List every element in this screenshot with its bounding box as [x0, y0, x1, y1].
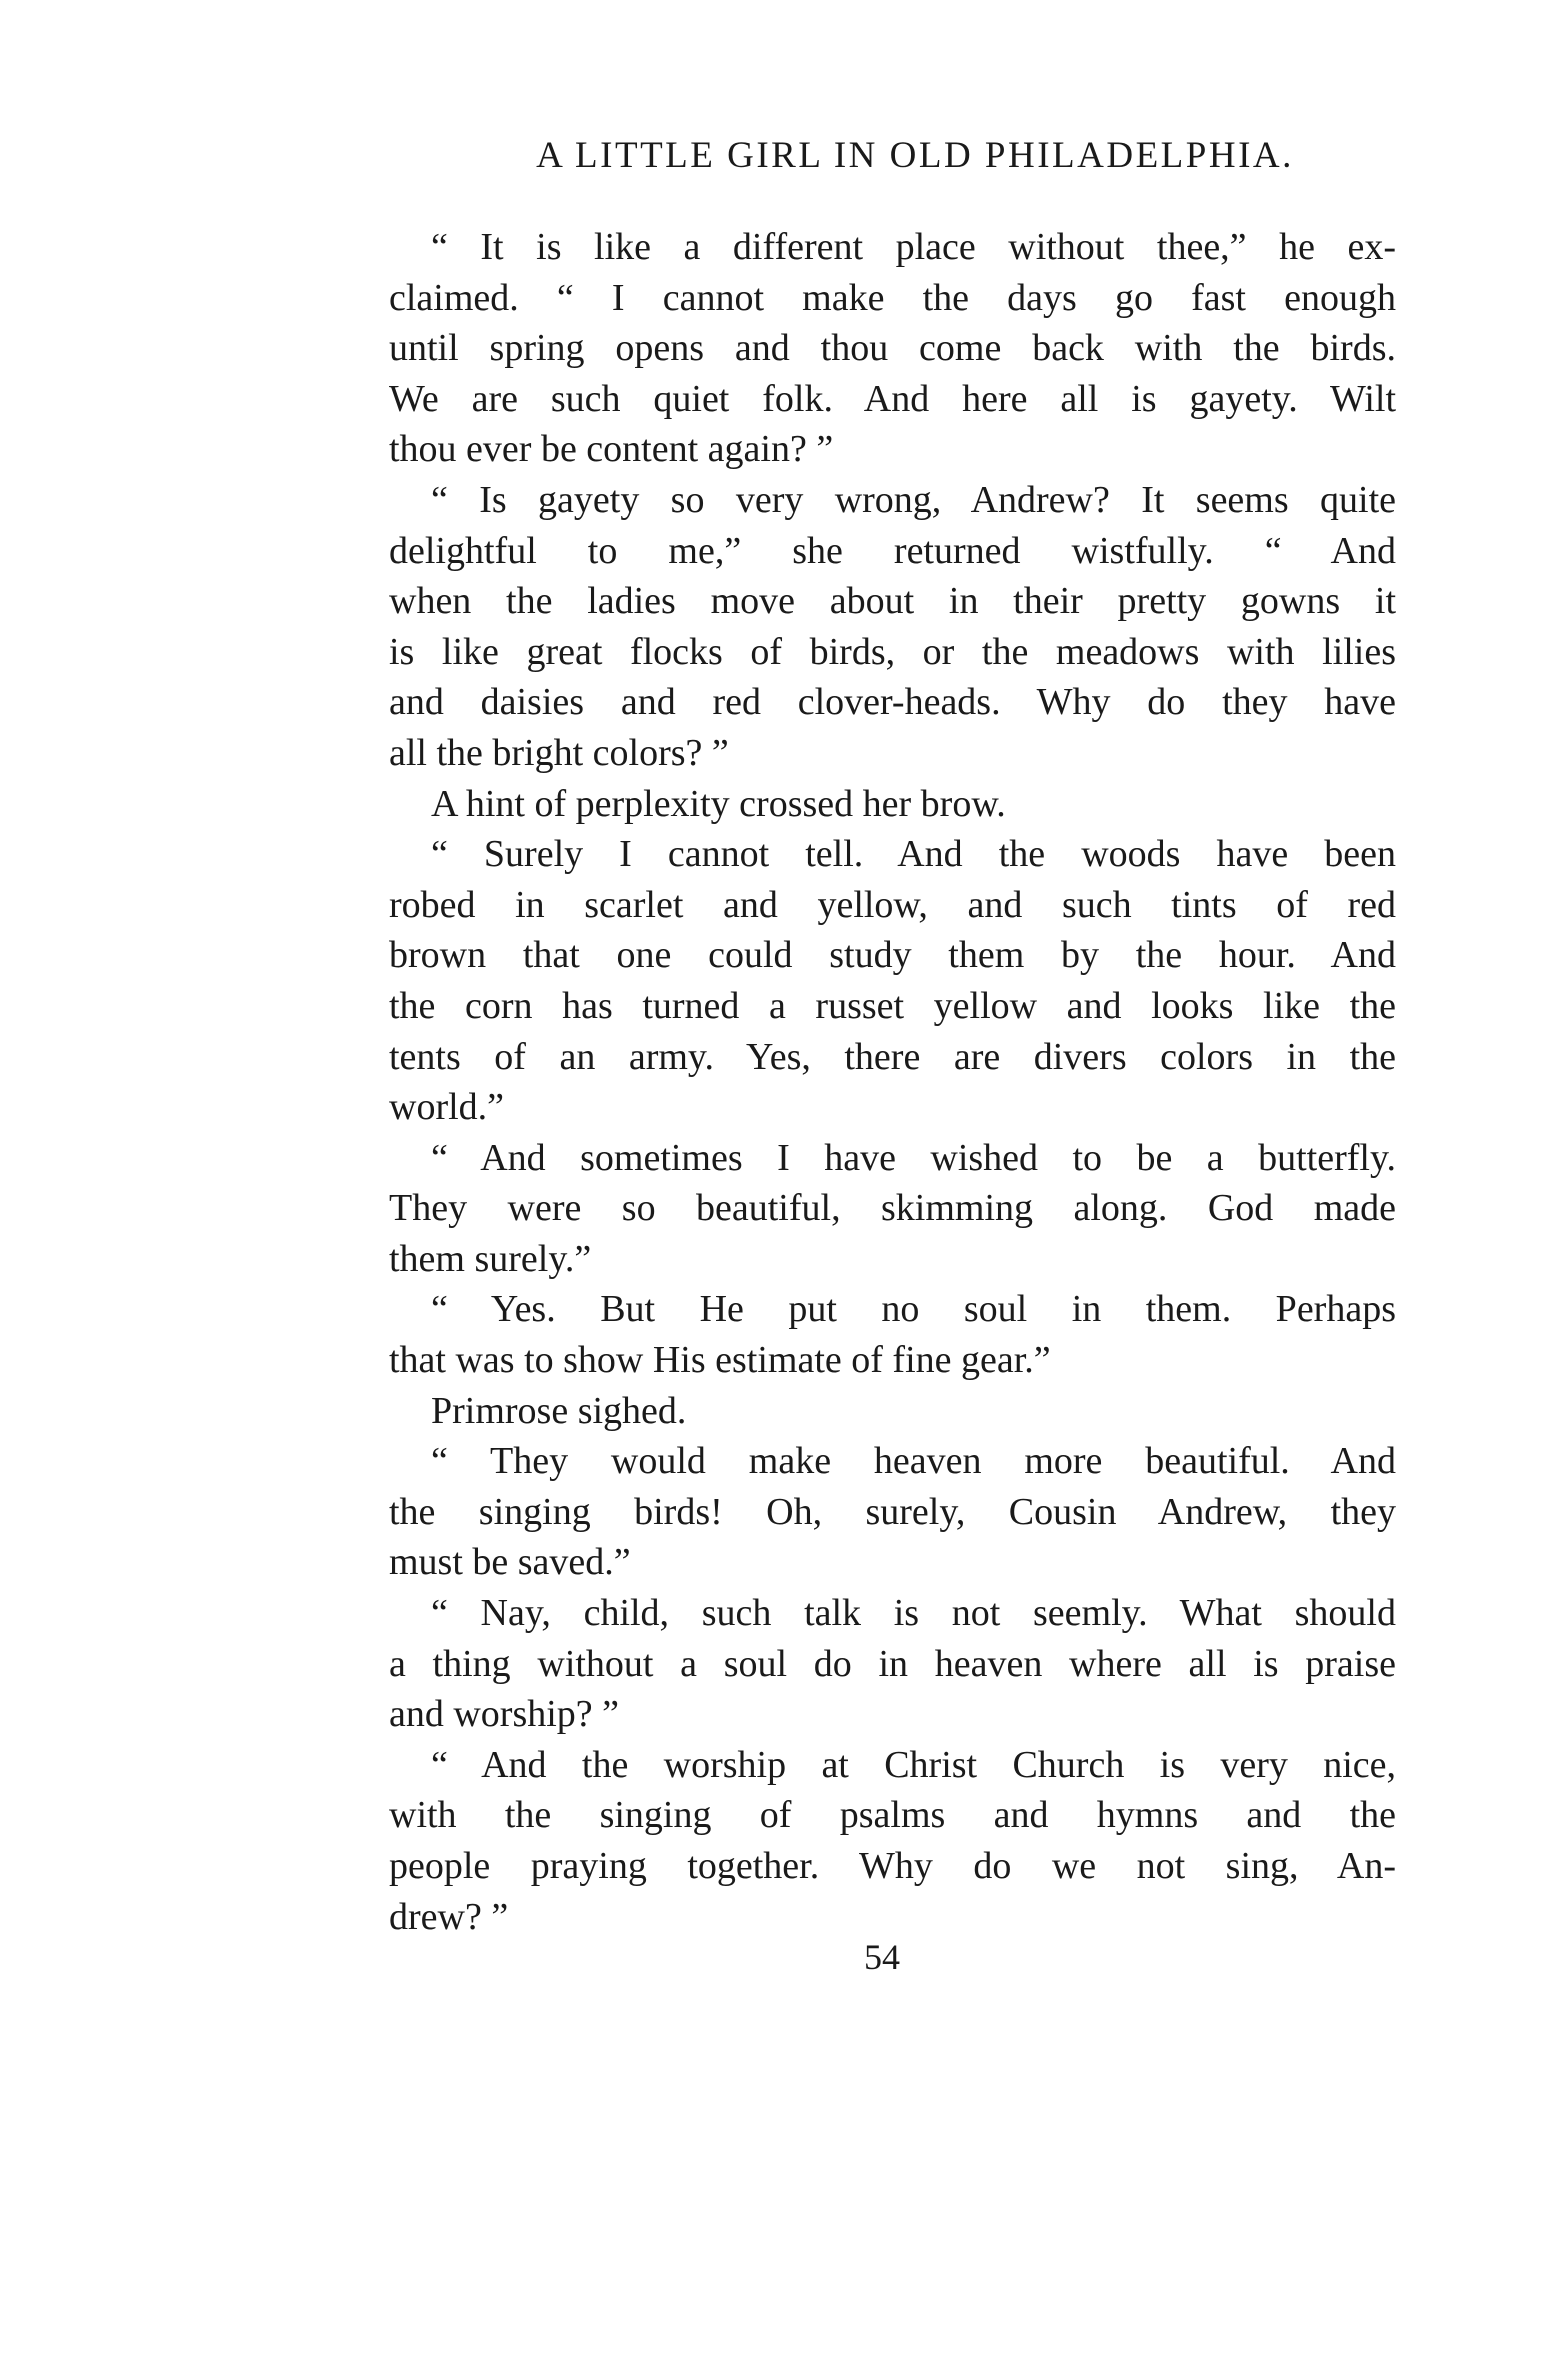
text-line: robed in scarlet and yellow, and such tints of red	[389, 883, 1396, 926]
paragraph	[389, 779, 1396, 830]
body-text	[389, 222, 1396, 1942]
text-line: “ Nay, child, such talk is not seemly. What should	[431, 1592, 1396, 1635]
text-line: the corn has turned a russet yellow and looks like the	[389, 984, 1396, 1027]
text-line: “ They would make heaven more beautiful. And	[431, 1440, 1396, 1483]
text-line: all the bright colors? ”	[389, 731, 729, 774]
text-line: “ Yes. But He put no soul in them. Perhaps	[431, 1288, 1396, 1331]
text-line: brown that one could study them by the hour. And	[389, 934, 1396, 977]
text-line: that was to show His estimate of fine gear.”	[389, 1339, 1051, 1382]
paragraph	[389, 1284, 1396, 1385]
text-line: and worship? ”	[389, 1693, 620, 1736]
text-line: delightful to me,” she returned wistfully. “ And	[389, 529, 1396, 572]
text-line: is like great flocks of birds, or the meadows with lilies	[389, 630, 1396, 673]
text-line: “ Is gayety so very wrong, Andrew? It seems quite	[431, 478, 1396, 521]
paragraph	[389, 222, 1396, 475]
text-line: tents of an army. Yes, there are divers colors in the	[389, 1035, 1396, 1078]
text-line: “ Surely I cannot tell. And the woods have been	[431, 833, 1396, 876]
page-number: 54	[864, 1937, 900, 1977]
text-line: must be saved.”	[389, 1541, 631, 1584]
text-line: people praying together. Why do we not sing, An-	[389, 1845, 1396, 1887]
text-line: We are such quiet folk. And here all is gayety. Wilt	[389, 377, 1396, 420]
paragraph	[389, 829, 1396, 1133]
paragraph	[389, 1588, 1396, 1740]
text-line: the singing birds! Oh, surely, Cousin Andrew, they	[389, 1490, 1396, 1533]
text-line: A hint of perplexity crossed her brow.	[431, 782, 1006, 825]
text-line: until spring opens and thou come back with the birds.	[389, 327, 1396, 370]
running-head: A LITTLE GIRL IN OLD PHILADELPHIA.	[536, 135, 1294, 176]
paragraph	[389, 475, 1396, 779]
paragraph	[389, 1436, 1396, 1588]
text-line: They were so beautiful, skimming along. God made	[389, 1187, 1396, 1230]
text-line: them surely.”	[389, 1237, 592, 1280]
paragraph	[389, 1740, 1396, 1942]
text-line: thou ever be content again? ”	[389, 428, 834, 471]
text-line: “ And the worship at Christ Church is very nice,	[431, 1743, 1396, 1786]
text-line: when the ladies move about in their pretty gowns it	[389, 580, 1396, 623]
text-line: drew? ”	[389, 1895, 509, 1938]
text-line: “ And sometimes I have wished to be a butterfly.	[431, 1136, 1396, 1179]
text-line: claimed. “ I cannot make the days go fast enough	[389, 276, 1396, 319]
paragraph	[389, 1133, 1396, 1285]
paragraph	[389, 1386, 1396, 1437]
text-line: “ It is like a different place without thee,” he ex-	[431, 226, 1396, 268]
text-line: and daisies and red clover-heads. Why do they have	[389, 681, 1396, 724]
text-line: with the singing of psalms and hymns and the	[389, 1794, 1396, 1837]
text-line: a thing without a soul do in heaven where all is praise	[389, 1642, 1396, 1685]
text-line: world.”	[389, 1086, 505, 1129]
text-line: Primrose sighed.	[431, 1389, 687, 1432]
